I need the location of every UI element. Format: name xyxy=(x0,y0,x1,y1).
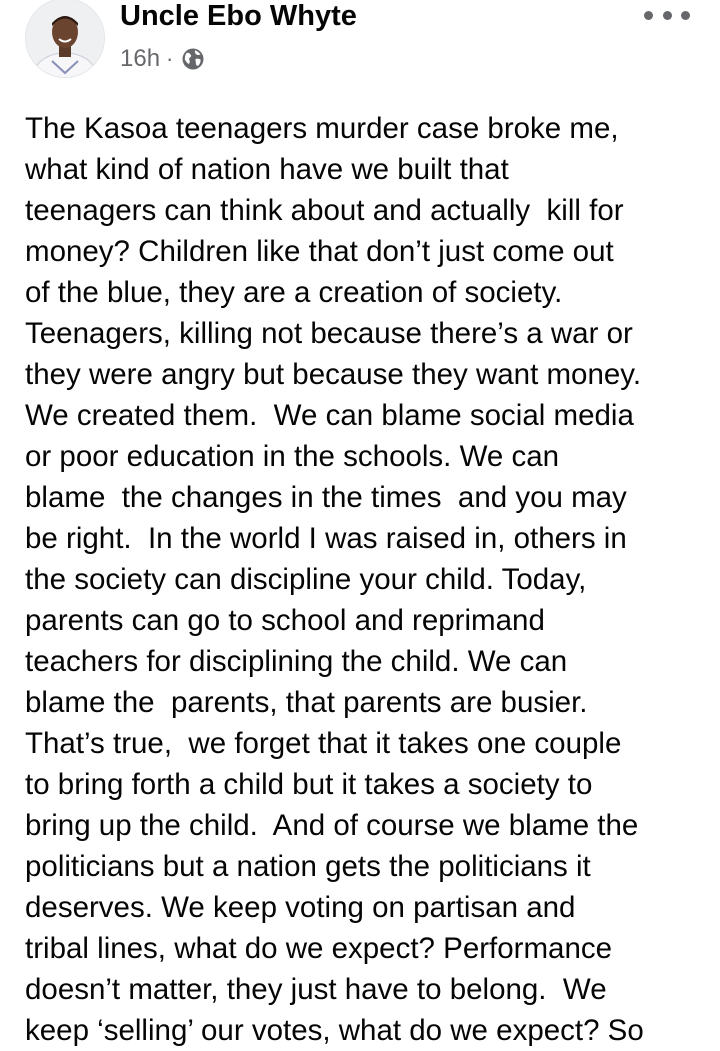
post-text-line: We created them. We can blame social media xyxy=(25,399,634,432)
post-text-line: That’s true, we forget that it takes one couple xyxy=(25,727,622,760)
post-text-line: doesn’t matter, they just have to belong. We xyxy=(25,973,607,1006)
post-text-line: teenagers can think about and actually kill for xyxy=(25,194,624,227)
post-body xyxy=(25,108,715,1051)
post-text-line: bring up the child. And of course we blame the xyxy=(25,809,639,842)
post-text-line: keep ‘selling’ our votes, what do we expect? So xyxy=(25,1014,644,1047)
more-dot xyxy=(663,11,672,20)
post-header xyxy=(0,0,720,90)
post-text-line: to bring forth a child but it takes a society to xyxy=(25,768,593,801)
post-text-line: or poor education in the schools. We can xyxy=(25,440,560,473)
post-text-line: be right. In the world I was raised in, others in xyxy=(25,522,627,555)
more-options-icon[interactable] xyxy=(644,0,690,30)
post-text-line: money? Children like that don’t just come out xyxy=(25,235,614,268)
more-dot xyxy=(681,11,690,20)
post-text-line: tribal lines, what do we expect? Performance xyxy=(25,932,613,965)
post-text-line: deserves. We keep voting on partisan and xyxy=(25,891,576,924)
post-text-line: the society can discipline your child. Today, xyxy=(25,563,587,596)
post-text-line: Teenagers, killing not because there’s a war or xyxy=(25,317,633,350)
post-text-line: blame the changes in the times and you may xyxy=(25,481,627,514)
post-text-line: politicians but a nation gets the politicians it xyxy=(25,850,591,883)
post-text-line: The Kasoa teenagers murder case broke me, xyxy=(25,112,619,145)
post-timestamp[interactable]: 16h xyxy=(120,45,161,72)
post-text-line: they were angry but because they want money. xyxy=(25,358,642,391)
post-text-line: of the blue, they are a creation of society. xyxy=(25,276,563,309)
post-meta xyxy=(120,42,205,76)
post-text-line: blame the parents, that parents are busier. xyxy=(25,686,588,719)
meta-separator: · xyxy=(166,46,174,71)
avatar[interactable] xyxy=(25,0,105,78)
more-dot xyxy=(644,11,653,20)
author-name[interactable]: Uncle Ebo Whyte xyxy=(120,0,357,32)
avatar-photo-icon xyxy=(26,0,104,77)
globe-icon[interactable] xyxy=(181,47,205,71)
post-text-line: what kind of nation have we built that xyxy=(25,153,509,186)
post-text-line: parents can go to school and reprimand xyxy=(25,604,545,637)
post-text-line: teachers for disciplining the child. We can xyxy=(25,645,568,678)
